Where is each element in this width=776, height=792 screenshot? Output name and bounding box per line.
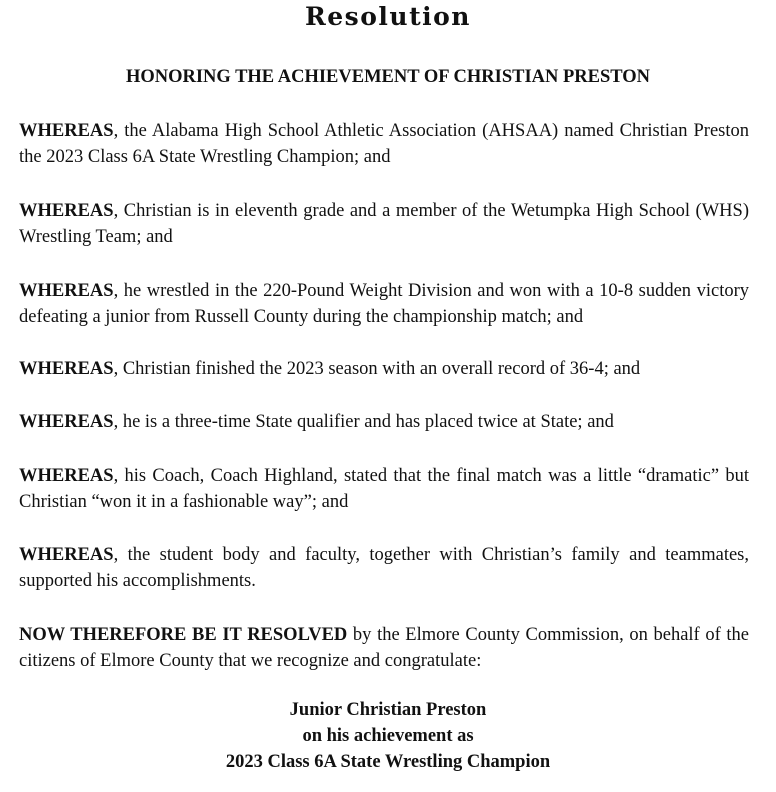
clause-keyword: WHEREAS bbox=[19, 121, 114, 141]
clause-text: , Christian finished the 2023 season with an overall record of 36-4; and bbox=[113, 359, 641, 379]
document-title: Resolution bbox=[304, 2, 471, 31]
resolution-heading: HONORING THE ACHIEVEMENT OF CHRISTIAN PRESTON bbox=[125, 67, 651, 87]
whereas-clause bbox=[19, 356, 749, 382]
clause-text: , his Coach, Coach Highland, stated that the final match was a little “dramatic” but Christian “won it in a fashionable way”; and bbox=[19, 466, 749, 512]
resolved-keyword: NOW THEREFORE BE IT RESOLVED bbox=[19, 625, 348, 645]
whereas-clause bbox=[19, 409, 749, 435]
honoree-achievement-line: on his achievement as bbox=[302, 726, 474, 746]
clause-text: , he is a three-time State qualifier and has placed twice at State; and bbox=[113, 412, 614, 432]
clause-keyword: WHEREAS bbox=[19, 545, 114, 565]
honoree-name: Junior Christian Preston bbox=[289, 700, 487, 720]
clause-keyword: WHEREAS bbox=[19, 359, 114, 379]
clause-keyword: WHEREAS bbox=[19, 412, 114, 432]
clause-text: , Christian is in eleventh grade and a member of the Wetumpka High School (WHS) Wrestling Team; and bbox=[19, 201, 749, 247]
clause-keyword: WHEREAS bbox=[19, 281, 114, 301]
honoree-title: 2023 Class 6A State Wrestling Champion bbox=[225, 752, 551, 772]
whereas-clause bbox=[19, 198, 749, 250]
clause-keyword: WHEREAS bbox=[19, 466, 114, 486]
resolved-text: by the Elmore County Commission, on behalf of the citizens of Elmore County that we recognize and congratulate: bbox=[19, 625, 749, 671]
clause-text: , he wrestled in the 220-Pound Weight Division and won with a 10-8 sudden victory defeating a junior from Russell County during the championship match; and bbox=[19, 281, 749, 327]
whereas-clause bbox=[19, 463, 749, 515]
whereas-clause bbox=[19, 278, 749, 330]
clause-text: , the Alabama High School Athletic Association (AHSAA) named Christian Preston the 2023 Class 6A State Wrestling Champion; and bbox=[19, 121, 749, 167]
clause-keyword: WHEREAS bbox=[19, 201, 114, 221]
whereas-clause bbox=[19, 542, 749, 594]
resolved-clause bbox=[19, 622, 749, 674]
clause-text: , the student body and faculty, together with Christian’s family and teammates, supported his accomplishments. bbox=[19, 545, 749, 591]
whereas-clause bbox=[19, 118, 749, 170]
